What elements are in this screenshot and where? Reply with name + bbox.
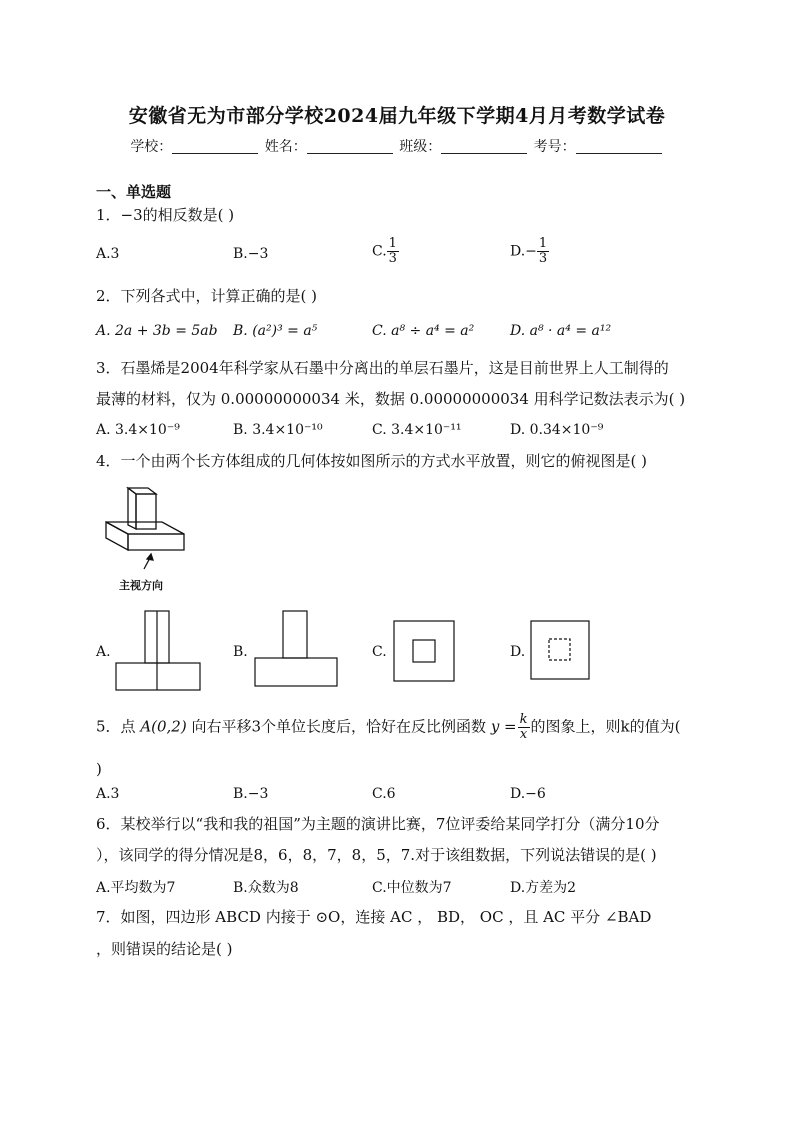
q6-option-c[interactable]: C.中位数为7 bbox=[372, 880, 452, 896]
q2-option-a[interactable]: A. 2a + 3b = 5ab bbox=[96, 323, 218, 339]
student-info-row bbox=[0, 136, 794, 156]
q4-figure-caption: 主视方向 bbox=[119, 579, 163, 592]
class-label: 班级： bbox=[399, 139, 442, 155]
q6-option-b[interactable]: B.众数为8 bbox=[233, 880, 299, 896]
question-7-line-2: ，则错误的结论是( ) bbox=[96, 940, 233, 958]
q3-option-d[interactable]: D. 0.34×10⁻⁹ bbox=[510, 422, 604, 438]
q5-option-a[interactable]: A.3 bbox=[96, 786, 120, 802]
q4-option-d-label[interactable]: D. bbox=[510, 644, 526, 660]
q4-option-a-label[interactable]: A. bbox=[96, 644, 111, 660]
question-6-line-1: 6．某校举行以“我和我的祖国”为主题的演讲比赛，7位评委给某同学打分（满分10分 bbox=[96, 815, 660, 833]
school-field[interactable] bbox=[172, 139, 258, 154]
exam-number-label: 考号： bbox=[533, 139, 576, 155]
question-3-line-1: 3．石墨烯是2004年科学家从石墨中分离出的单层石墨片，这是目前世界上人工制得的 bbox=[96, 359, 669, 377]
q5-option-b[interactable]: B.−3 bbox=[233, 786, 269, 802]
q4-solid-figure bbox=[100, 482, 200, 592]
q2-option-d[interactable]: D. a⁸ · a⁴ = a¹² bbox=[510, 323, 612, 339]
q2-option-b[interactable]: B. (a²)³ = a⁵ bbox=[233, 323, 318, 339]
question-3-line-2: 最薄的材料，仅为 0.00000000034 米，数据 0.00000000034 用科学记数法表示为( ) bbox=[96, 390, 686, 408]
q1-option-c[interactable]: C. $\frac{1}{3}$ bbox=[372, 236, 397, 266]
q3-option-a[interactable]: A. 3.4×10⁻⁹ bbox=[96, 422, 180, 438]
q5-fraction: $\frac{k}{x}$ bbox=[519, 712, 528, 742]
q3-option-b[interactable]: B. 3.4×10⁻¹⁰ bbox=[233, 422, 323, 438]
q4-option-b-figure[interactable] bbox=[254, 610, 338, 688]
q1-option-d[interactable]: D.− $\frac{1}{3}$ bbox=[510, 236, 548, 266]
q3-option-c[interactable]: C. 3.4×10⁻¹¹ bbox=[372, 422, 462, 438]
q4-option-b-label[interactable]: B. bbox=[233, 644, 248, 660]
q4-option-a-figure[interactable] bbox=[115, 610, 201, 692]
q1-option-a[interactable]: A.3 bbox=[96, 246, 120, 262]
q4-option-c-label[interactable]: C. bbox=[372, 644, 387, 660]
q6-option-a[interactable]: A.平均数为7 bbox=[96, 880, 176, 896]
question-2-stem: 2．下列各式中，计算正确的是( ) bbox=[96, 287, 318, 305]
question-1-stem: 1．−3的相反数是( ) bbox=[96, 206, 235, 224]
question-7-line-1: 7．如图，四边形 ABCD 内接于 ⊙O，连接 AC ， BD， OC ，且 AC 平分 ∠BAD bbox=[96, 908, 652, 926]
exam-number-field[interactable] bbox=[576, 139, 662, 154]
school-label: 学校： bbox=[130, 139, 173, 155]
q5-option-c[interactable]: C.6 bbox=[372, 786, 396, 802]
q2-option-c[interactable]: C. a⁸ ÷ a⁴ = a² bbox=[372, 323, 475, 339]
class-field[interactable] bbox=[441, 139, 527, 154]
question-6-line-2: ），该同学的得分情况是8，6，8，7，8，5，7.对于该组数据，下列说法错误的是( ) bbox=[96, 846, 657, 864]
name-label: 姓名： bbox=[264, 139, 307, 155]
name-field[interactable] bbox=[307, 139, 393, 154]
q1-d-fraction: $\frac{1}{3}$ bbox=[538, 236, 548, 266]
question-5-close: ) bbox=[96, 760, 102, 778]
q4-option-d-figure[interactable] bbox=[530, 620, 590, 680]
question-5-stem: 5．点 A(0,2) 向右平移3个单位长度后，恰好在反比例函数 y = $\frac{k}{x}$ 的图象上，则k的值为( bbox=[96, 712, 681, 742]
section-heading: 一、单选题 bbox=[96, 183, 172, 201]
q6-option-d[interactable]: D.方差为2 bbox=[510, 880, 577, 896]
page-title: 安徽省无为市部分学校2024届九年级下学期4月月考数学试卷 bbox=[128, 105, 666, 127]
q1-option-b[interactable]: B.−3 bbox=[233, 246, 269, 262]
q5-option-d[interactable]: D.−6 bbox=[510, 786, 546, 802]
q4-option-c-figure[interactable] bbox=[393, 620, 455, 682]
question-4-stem: 4．一个由两个长方体组成的几何体按如图所示的方式水平放置，则它的俯视图是( ) bbox=[96, 452, 648, 470]
q1-c-fraction: $\frac{1}{3}$ bbox=[388, 236, 397, 266]
